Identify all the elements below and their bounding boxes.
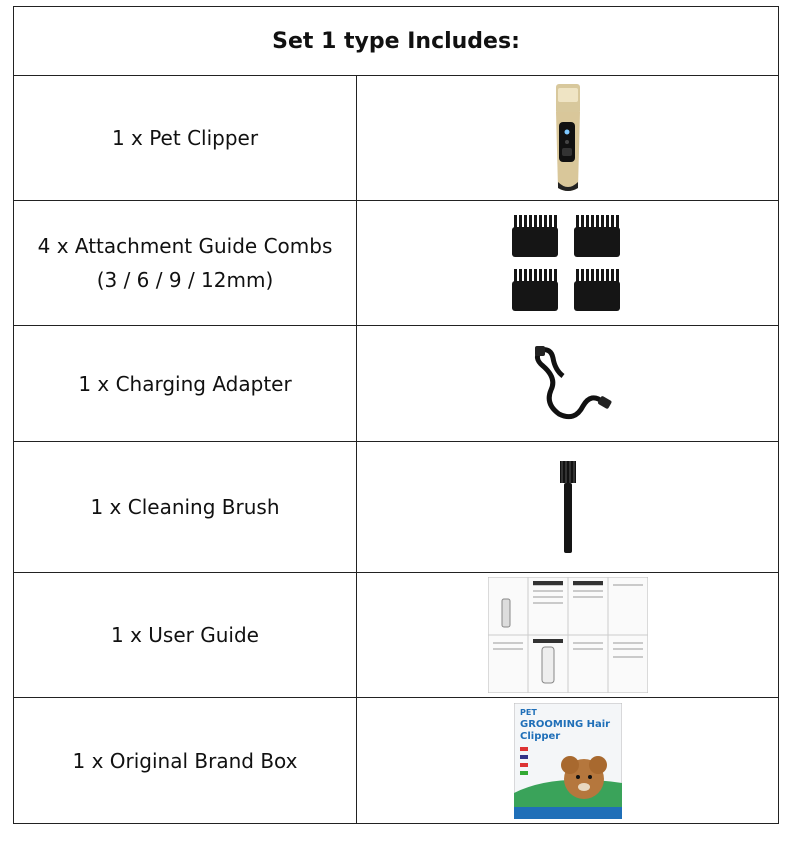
item-label: 1 x Original Brand Box xyxy=(14,698,357,823)
item-label-block xyxy=(14,201,357,325)
item-label: 1 x Pet Clipper xyxy=(14,76,357,200)
box-line3: Clipper xyxy=(519,730,560,742)
item-image-cell xyxy=(357,201,778,325)
item-label-sizes: (3 / 6 / 9 / 12mm) xyxy=(96,268,274,292)
includes-table xyxy=(13,6,779,824)
table-row xyxy=(14,573,778,698)
item-image-cell xyxy=(357,76,778,200)
box-line1: PET xyxy=(519,707,537,717)
item-label: 1 x User Guide xyxy=(14,573,357,697)
item-label: 4 x Attachment Guide Combs xyxy=(37,234,333,258)
charging-adapter-icon xyxy=(523,344,613,424)
box-line2: GROOMING Hair xyxy=(519,718,610,730)
table-row xyxy=(14,698,778,823)
item-label: 1 x Charging Adapter xyxy=(14,326,357,441)
user-guide-icon xyxy=(488,577,648,693)
table-row xyxy=(14,76,778,201)
item-image-cell xyxy=(357,326,778,441)
table-title: Set 1 type Includes: xyxy=(14,7,778,76)
item-image-cell xyxy=(357,573,778,697)
guide-combs-icon xyxy=(512,213,624,313)
pet-clipper-icon xyxy=(548,82,588,194)
item-image-cell xyxy=(357,698,778,823)
item-label: 1 x Cleaning Brush xyxy=(14,442,357,572)
table-row xyxy=(14,326,778,442)
cleaning-brush-icon xyxy=(556,459,580,555)
table-row xyxy=(14,442,778,573)
brand-box-icon xyxy=(514,703,622,819)
table-row xyxy=(14,201,778,326)
item-image-cell xyxy=(357,442,778,572)
